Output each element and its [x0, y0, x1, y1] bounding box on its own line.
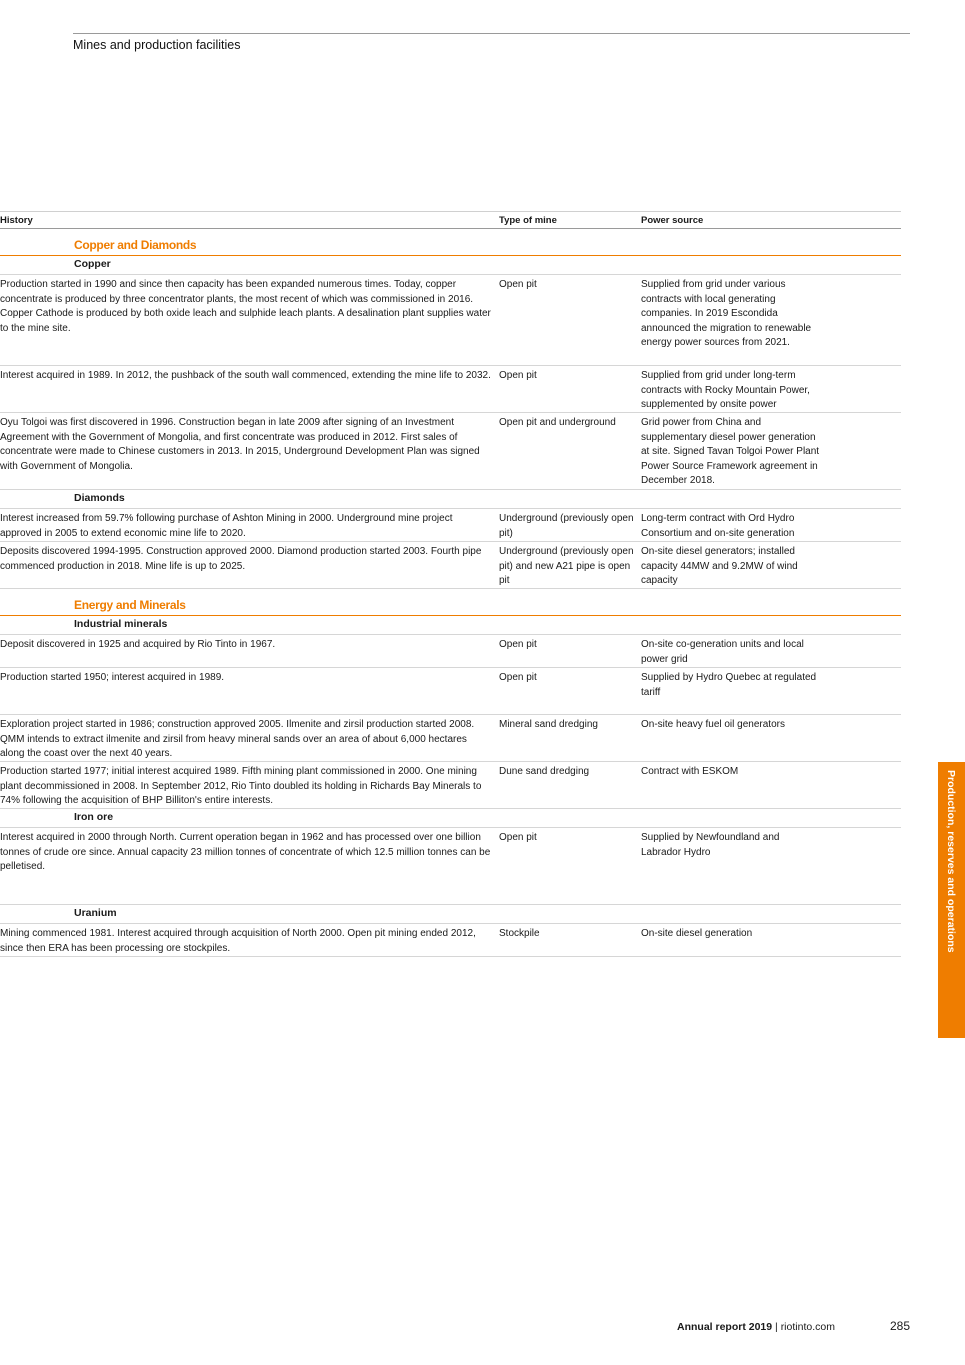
table-row: [0, 542, 901, 589]
power-cell: Supplied from grid under various contracts with local generating companies. In 2019 Escondida announced the migration to renewable energy power sources from 2021.: [641, 279, 812, 349]
power-cell: Contract with ESKOM: [641, 766, 739, 777]
power-cell: On-site diesel generation: [641, 928, 753, 939]
column-header-history: History: [0, 215, 33, 226]
header-rule: [73, 33, 910, 34]
power-cell: On-site co-generation units and local power grid: [641, 639, 804, 665]
table-row: [0, 635, 901, 668]
type-cell: Mineral sand dredging: [499, 719, 598, 730]
history-cell: Oyu Tolgoi was first discovered in 1996. Construction began in late 2009 after signing of an Investment Agreement with the Government of Mongolia, and first concentrate was produced in 2012. First sales of concentrate were made to Chinese customers in 2013. In 2015, Underground Development Plan was signed with Government of Mongolia.: [0, 417, 480, 472]
history-cell: Production started 1950; interest acquired in 1989.: [0, 672, 225, 683]
history-cell: Production started in 1990 and since then capacity has been expanded numerous times. Today, copper concentrate is produced by three concentrator plants, the most recent of which was commissioned in 2016. Copper Cathode is produced by both oxide leach and sulphide leach plants. A desalination plant supplies water to the mine site.: [0, 279, 491, 334]
history-cell: Interest acquired in 2000 through North. Current operation began in 1962 and has processed over one billion tonnes of crude ore since. Annual capacity 23 million tonnes of concentrate of which 12.5 million tonnes can be pelletised.: [0, 832, 491, 873]
footer-report-title: Annual report 2019: [677, 1321, 773, 1333]
footer-site: riotinto.com: [780, 1321, 835, 1333]
group-label: Copper and Diamonds: [74, 238, 197, 252]
table-row: [0, 413, 901, 490]
history-cell: Exploration project started in 1986; construction approved 2005. Ilmenite and zirsil production started 2008. QMM intends to extract ilmenite and zirsil from heavy mineral sands over an area of about 6,000 hectares along the coast over the next 40 years.: [0, 719, 475, 760]
type-cell: Stockpile: [499, 928, 540, 939]
subgroup-label: Industrial minerals: [74, 618, 168, 630]
history-cell: Interest increased from 59.7% following purchase of Ashton Mining in 2000. Underground mine project approved in 2005 to extend economic mine life to 2020.: [0, 513, 453, 539]
subgroup-row: [0, 256, 901, 275]
table-row: [0, 668, 901, 715]
type-cell: Underground (previously open pit) and new A21 pipe is open pit: [499, 546, 634, 587]
type-cell: Underground (previously open pit): [499, 513, 634, 539]
power-cell: On-site heavy fuel oil generators: [641, 719, 785, 730]
subgroup-label: Diamonds: [74, 492, 125, 504]
subgroup-row: [0, 905, 901, 924]
group-label: Energy and Minerals: [74, 598, 186, 612]
subgroup-label: Uranium: [74, 907, 117, 919]
page-number: 285: [889, 1319, 910, 1333]
power-cell: Grid power from China and supplementary diesel power generation at site. Signed Tavan Tolgoi Power Plant Power Source Framework agreement in December 2018.: [641, 417, 820, 487]
power-cell: Supplied by Hydro Quebec at regulated tariff: [641, 672, 817, 698]
type-cell: Open pit: [499, 832, 537, 843]
table-row: [0, 366, 901, 413]
type-cell: Open pit: [499, 279, 537, 290]
subgroup-label: Copper: [74, 258, 111, 270]
column-header-type: Type of mine: [499, 215, 557, 226]
table-row: [0, 762, 901, 809]
subgroup-row: [0, 809, 901, 828]
footer-report: [677, 1321, 835, 1333]
group-row: [0, 229, 901, 256]
section-side-tab-label: Production, reserves and operations: [945, 770, 957, 953]
type-cell: Open pit: [499, 672, 537, 683]
history-cell: Interest acquired in 1989. In 2012, the pushback of the south wall commenced, extending the mine life to 2032.: [0, 370, 491, 381]
section-side-tab[interactable]: [938, 762, 965, 1038]
group-row: [0, 589, 901, 616]
type-cell: Open pit and underground: [499, 417, 616, 428]
table-row: [0, 275, 901, 366]
power-cell: Supplied by Newfoundland and Labrador Hydro: [641, 832, 780, 858]
type-cell: Dune sand dredging: [499, 766, 590, 777]
power-cell: Supplied from grid under long-term contracts with Rocky Mountain Power, supplemented by onsite power: [641, 370, 810, 411]
table-header-row: [0, 212, 901, 229]
subgroup-row: [0, 490, 901, 509]
power-cell: On-site diesel generators; installed capacity 44MW and 9.2MW of wind capacity: [641, 546, 798, 587]
history-cell: Deposits discovered 1994-1995. Construction approved 2000. Diamond production started 2003. Fourth pipe commenced production in 2018. Mine life is up to 2025.: [0, 546, 482, 572]
table-row: [0, 715, 901, 762]
subgroup-label: Iron ore: [74, 811, 114, 823]
subgroup-row: [0, 616, 901, 635]
column-header-power: Power source: [641, 215, 704, 226]
page-title: Mines and production facilities: [73, 38, 241, 52]
history-cell: Production started 1977; initial interest acquired 1989. Fifth mining plant commissioned in 2000. One mining plant decommissioned in 2008. In September 2012, Rio Tinto doubled its holding in Richards Bay Minerals to 74% following the acquisition of BHP Billiton's entire interests.: [0, 766, 482, 807]
footer-separator: |: [772, 1321, 781, 1333]
history-cell: Mining commenced 1981. Interest acquired through acquisition of North 2000. Open pit mining ended 2012, since then ERA has been processing ore stockpiles.: [0, 928, 476, 954]
history-cell: Deposit discovered in 1925 and acquired by Rio Tinto in 1967.: [0, 639, 276, 650]
type-cell: Open pit: [499, 639, 537, 650]
table-row: [0, 828, 901, 905]
mines-table: [0, 211, 901, 957]
type-cell: Open pit: [499, 370, 537, 381]
table-row: [0, 924, 901, 957]
table-row: [0, 509, 901, 542]
power-cell: Long-term contract with Ord Hydro Consortium and on-site generation: [641, 513, 795, 539]
